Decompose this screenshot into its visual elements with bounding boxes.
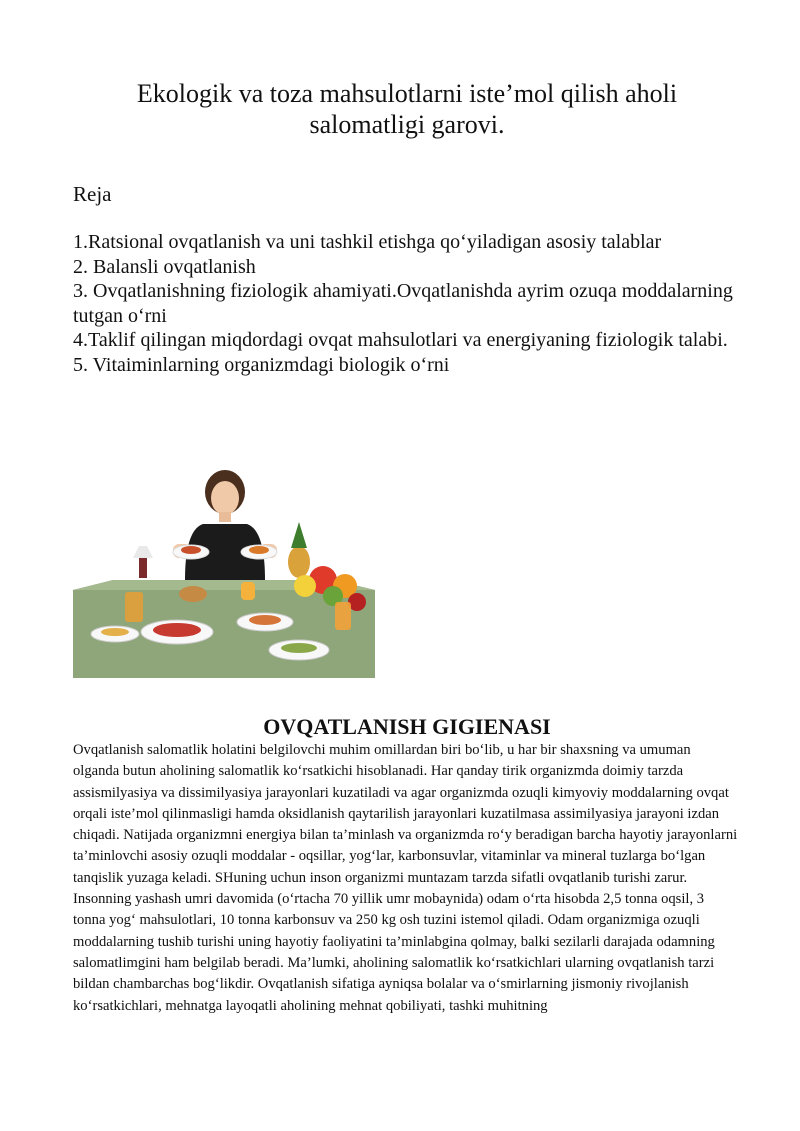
plan-item: 1.Ratsional ovqatlanish va uni tashkil etishga qo‘yiladigan asosiy talablar bbox=[73, 231, 662, 253]
plan-list bbox=[73, 230, 753, 377]
plan-item: 4.Taklif qilingan miqdordagi ovqat mahsulotlari va energiyaning fiziologik talabi. bbox=[73, 329, 728, 351]
plan-item: 2. Balansli ovqatlanish bbox=[73, 255, 256, 278]
plan-heading: Reja bbox=[73, 182, 112, 206]
plan-item: 5. Vitaiminlarning organizmdagi biologik o‘rni bbox=[73, 353, 450, 376]
document-title: Ekologik va toza mahsulotlarni iste’mol qilish aholi salomatligi garovi. bbox=[136, 79, 678, 139]
section-body-text: Ovqatlanish salomatlik holatini belgilovchi muhim omillardan biri bo‘lib, u har bir shaxsning va umuman olganda butun aholining salomatlik ko‘rsatkichi hisoblanadi. Har qanday tirik organizmda doimiy tarzda assismilyasiya va dissimilyasiya jarayonlari kuzatiladi va agar organizmda ozuqli kimyoviy moddalarning ovqat orqali iste’mol qilinmasligi hamda oksidlanish qaytarilish jarayonlari kuzatilmasa assimilyasiya jarayoni izdan chiqadi. Natijada organizmni energiya bilan ta’minlash va organizmda ro‘y beradigan barcha hayotiy jarayonlarni ta’minlovchi asosiy ozuqli moddalar - oqsillar, yog‘lar, karbonsuvlar, vitaminlar va mineral tuzlarga bo‘lgan tanqislik yuzaga keladi. SHuning uchun inson organizmi muntazam tarzda sifatli ovqatlanib turishi zarur. Insonning yashash umri davomida (o‘rtacha 70 yillik umr mobaynida) odam o‘rta hisobda 2,5 tonna oqsil, 3 tonna yog‘ mahsulotlari, 10 tonna karbonsuv va 250 kg osh tuzini istemol qiladi. Odam organizmiga ozuqli moddalarning tushib turishi uning hayotiy faoliyatini ta’minlabgina qolmay, balki sezilarli darajada odamning salomatlimgini ham belgilab beradi. Ma’lumki, aholining salomatlik ko‘rsatkichlari ularning ovqatlanish tarzi bildan chambarchas bog‘likdir. Ovqatlanish sifatiga ayniqsa bolalar va o‘smirlarning jismoniy rivojlanish ko‘rsatkichlari, mehnatga layoqatli aholining mehnat qobiliyati, tashki muhitning bbox=[73, 742, 738, 1014]
section-heading: OVQATLANISH GIGIENASI bbox=[263, 714, 551, 739]
woman-with-food-illustration bbox=[73, 462, 375, 678]
plan-item: 3. Ovqatlanishning fiziologik ahamiyati.Ovqatlanishda ayrim ozuqa moddalarning tutgan o‘rni bbox=[73, 280, 733, 327]
